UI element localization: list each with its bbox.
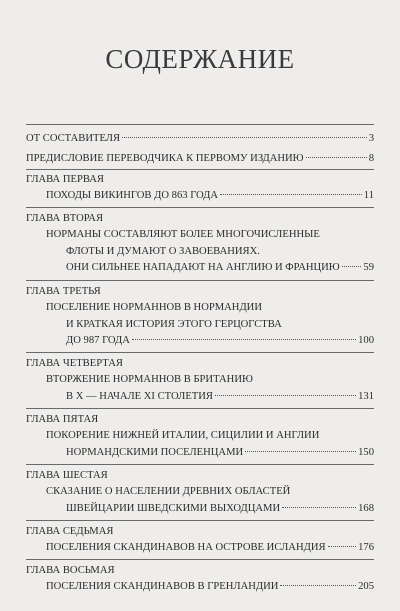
dot-leader xyxy=(282,507,356,508)
divider xyxy=(26,520,374,521)
divider xyxy=(26,169,374,170)
toc-page-number: 131 xyxy=(358,391,374,402)
toc-page-number: 205 xyxy=(358,581,374,592)
divider xyxy=(26,408,374,409)
toc-entry-title: СКАЗАНИЕ О НАСЕЛЕНИИ ДРЕВНИХ ОБЛАСТЕЙ xyxy=(46,486,291,497)
toc-page-number: 11 xyxy=(363,190,374,201)
toc-entry-chapter-6[interactable] xyxy=(66,501,374,517)
dot-leader xyxy=(220,194,362,195)
dot-leader xyxy=(215,395,356,396)
toc-entry-chapter-1[interactable] xyxy=(46,188,374,204)
chapter-heading: ГЛАВА ПЯТАЯ xyxy=(26,414,99,425)
dot-leader xyxy=(122,137,367,138)
page-title: СОДЕРЖАНИЕ xyxy=(105,44,295,74)
toc-entry-title: В X — НАЧАЛЕ XI СТОЛЕТИЯ xyxy=(66,391,213,402)
toc-page-number: 150 xyxy=(358,447,374,458)
chapter-heading: ГЛАВА ВТОРАЯ xyxy=(26,213,104,224)
dot-leader xyxy=(280,585,356,586)
dot-leader xyxy=(132,339,356,340)
toc-entry-chapter-7[interactable] xyxy=(46,540,374,556)
chapter-heading: ГЛАВА СЕДЬМАЯ xyxy=(26,526,114,537)
divider xyxy=(26,559,374,560)
dot-leader xyxy=(306,157,367,158)
dot-leader xyxy=(245,451,356,452)
divider xyxy=(26,352,374,353)
divider xyxy=(26,124,374,125)
toc-page-number: 8 xyxy=(368,153,374,164)
divider xyxy=(26,207,374,208)
toc-entry-chapter-3[interactable] xyxy=(66,333,374,349)
chapter-heading: ГЛАВА ТРЕТЬЯ xyxy=(26,286,101,297)
dot-leader xyxy=(342,266,362,267)
chapter-heading: ГЛАВА ЧЕТВЕРТАЯ xyxy=(26,358,123,369)
toc-entry-title: НОРМАНДСКИМИ ПОСЕЛЕНЦАМИ xyxy=(66,447,244,458)
toc-entry-title: ФЛОТЫ И ДУМАЮТ О ЗАВОЕВАНИЯХ. xyxy=(66,246,260,257)
toc-entry-title: И КРАТКАЯ ИСТОРИЯ ЭТОГО ГЕРЦОГСТВА xyxy=(66,319,282,330)
chapter-heading: ГЛАВА ШЕСТАЯ xyxy=(26,470,108,481)
toc-page-number: 168 xyxy=(358,503,374,514)
toc-entry-title: ОНИ СИЛЬНЕЕ НАПАДАЮТ НА АНГЛИЮ И ФРАНЦИЮ xyxy=(66,262,340,273)
divider xyxy=(26,280,374,281)
toc-entry-chapter-4[interactable] xyxy=(66,389,374,405)
toc-entry-chapter-5[interactable] xyxy=(66,445,374,461)
toc-entry-title: ДО 987 ГОДА xyxy=(66,335,130,346)
chapter-heading: ГЛАВА ВОСЬМАЯ xyxy=(26,565,115,576)
toc-entry-title: ПОСЕЛЕНИЕ НОРМАННОВ В НОРМАНДИИ xyxy=(46,302,262,313)
divider xyxy=(26,464,374,465)
toc-entry-title: ПОХОДЫ ВИКИНГОВ ДО 863 ГОДА xyxy=(46,190,219,201)
toc-entry-title: ПОСЕЛЕНИЯ СКАНДИНАВОВ НА ОСТРОВЕ ИСЛАНДИЯ xyxy=(46,542,326,553)
toc-entry-title: ПРЕДИСЛОВИЕ ПЕРЕВОДЧИКА К ПЕРВОМУ ИЗДАНИЮ xyxy=(26,153,304,164)
toc-entry-title: ПОКОРЕНИЕ НИЖНЕЙ ИТАЛИИ, СИЦИЛИИ И АНГЛИИ xyxy=(46,430,320,441)
toc-entry-translator-preface[interactable] xyxy=(26,151,374,167)
chapter-heading: ГЛАВА ПЕРВАЯ xyxy=(26,174,104,185)
toc-page-number: 176 xyxy=(358,542,374,553)
toc-entry-chapter-8[interactable] xyxy=(46,579,374,595)
dot-leader xyxy=(328,546,357,547)
toc-page-number: 3 xyxy=(368,133,374,144)
toc-entry-title: ШВЕЙЦАРИИ ШВЕДСКИМИ ВЫХОДЦАМИ xyxy=(66,503,281,514)
toc-entry-title: ОТ СОСТАВИТЕЛЯ xyxy=(26,133,121,144)
toc-page-number: 100 xyxy=(358,335,374,346)
toc-entry-from-compiler[interactable] xyxy=(26,131,374,147)
toc-page-number: 59 xyxy=(363,262,374,273)
toc-entry-title: ВТОРЖЕНИЕ НОРМАННОВ В БРИТАНИЮ xyxy=(46,374,253,385)
toc-entry-chapter-2[interactable] xyxy=(66,260,374,276)
toc-entry-title: НОРМАНЫ СОСТАВЛЯЮТ БОЛЕЕ МНОГОЧИСЛЕННЫЕ xyxy=(46,229,320,240)
toc-entry-title: ПОСЕЛЕНИЯ СКАНДИНАВОВ В ГРЕНЛАНДИИ xyxy=(46,581,279,592)
